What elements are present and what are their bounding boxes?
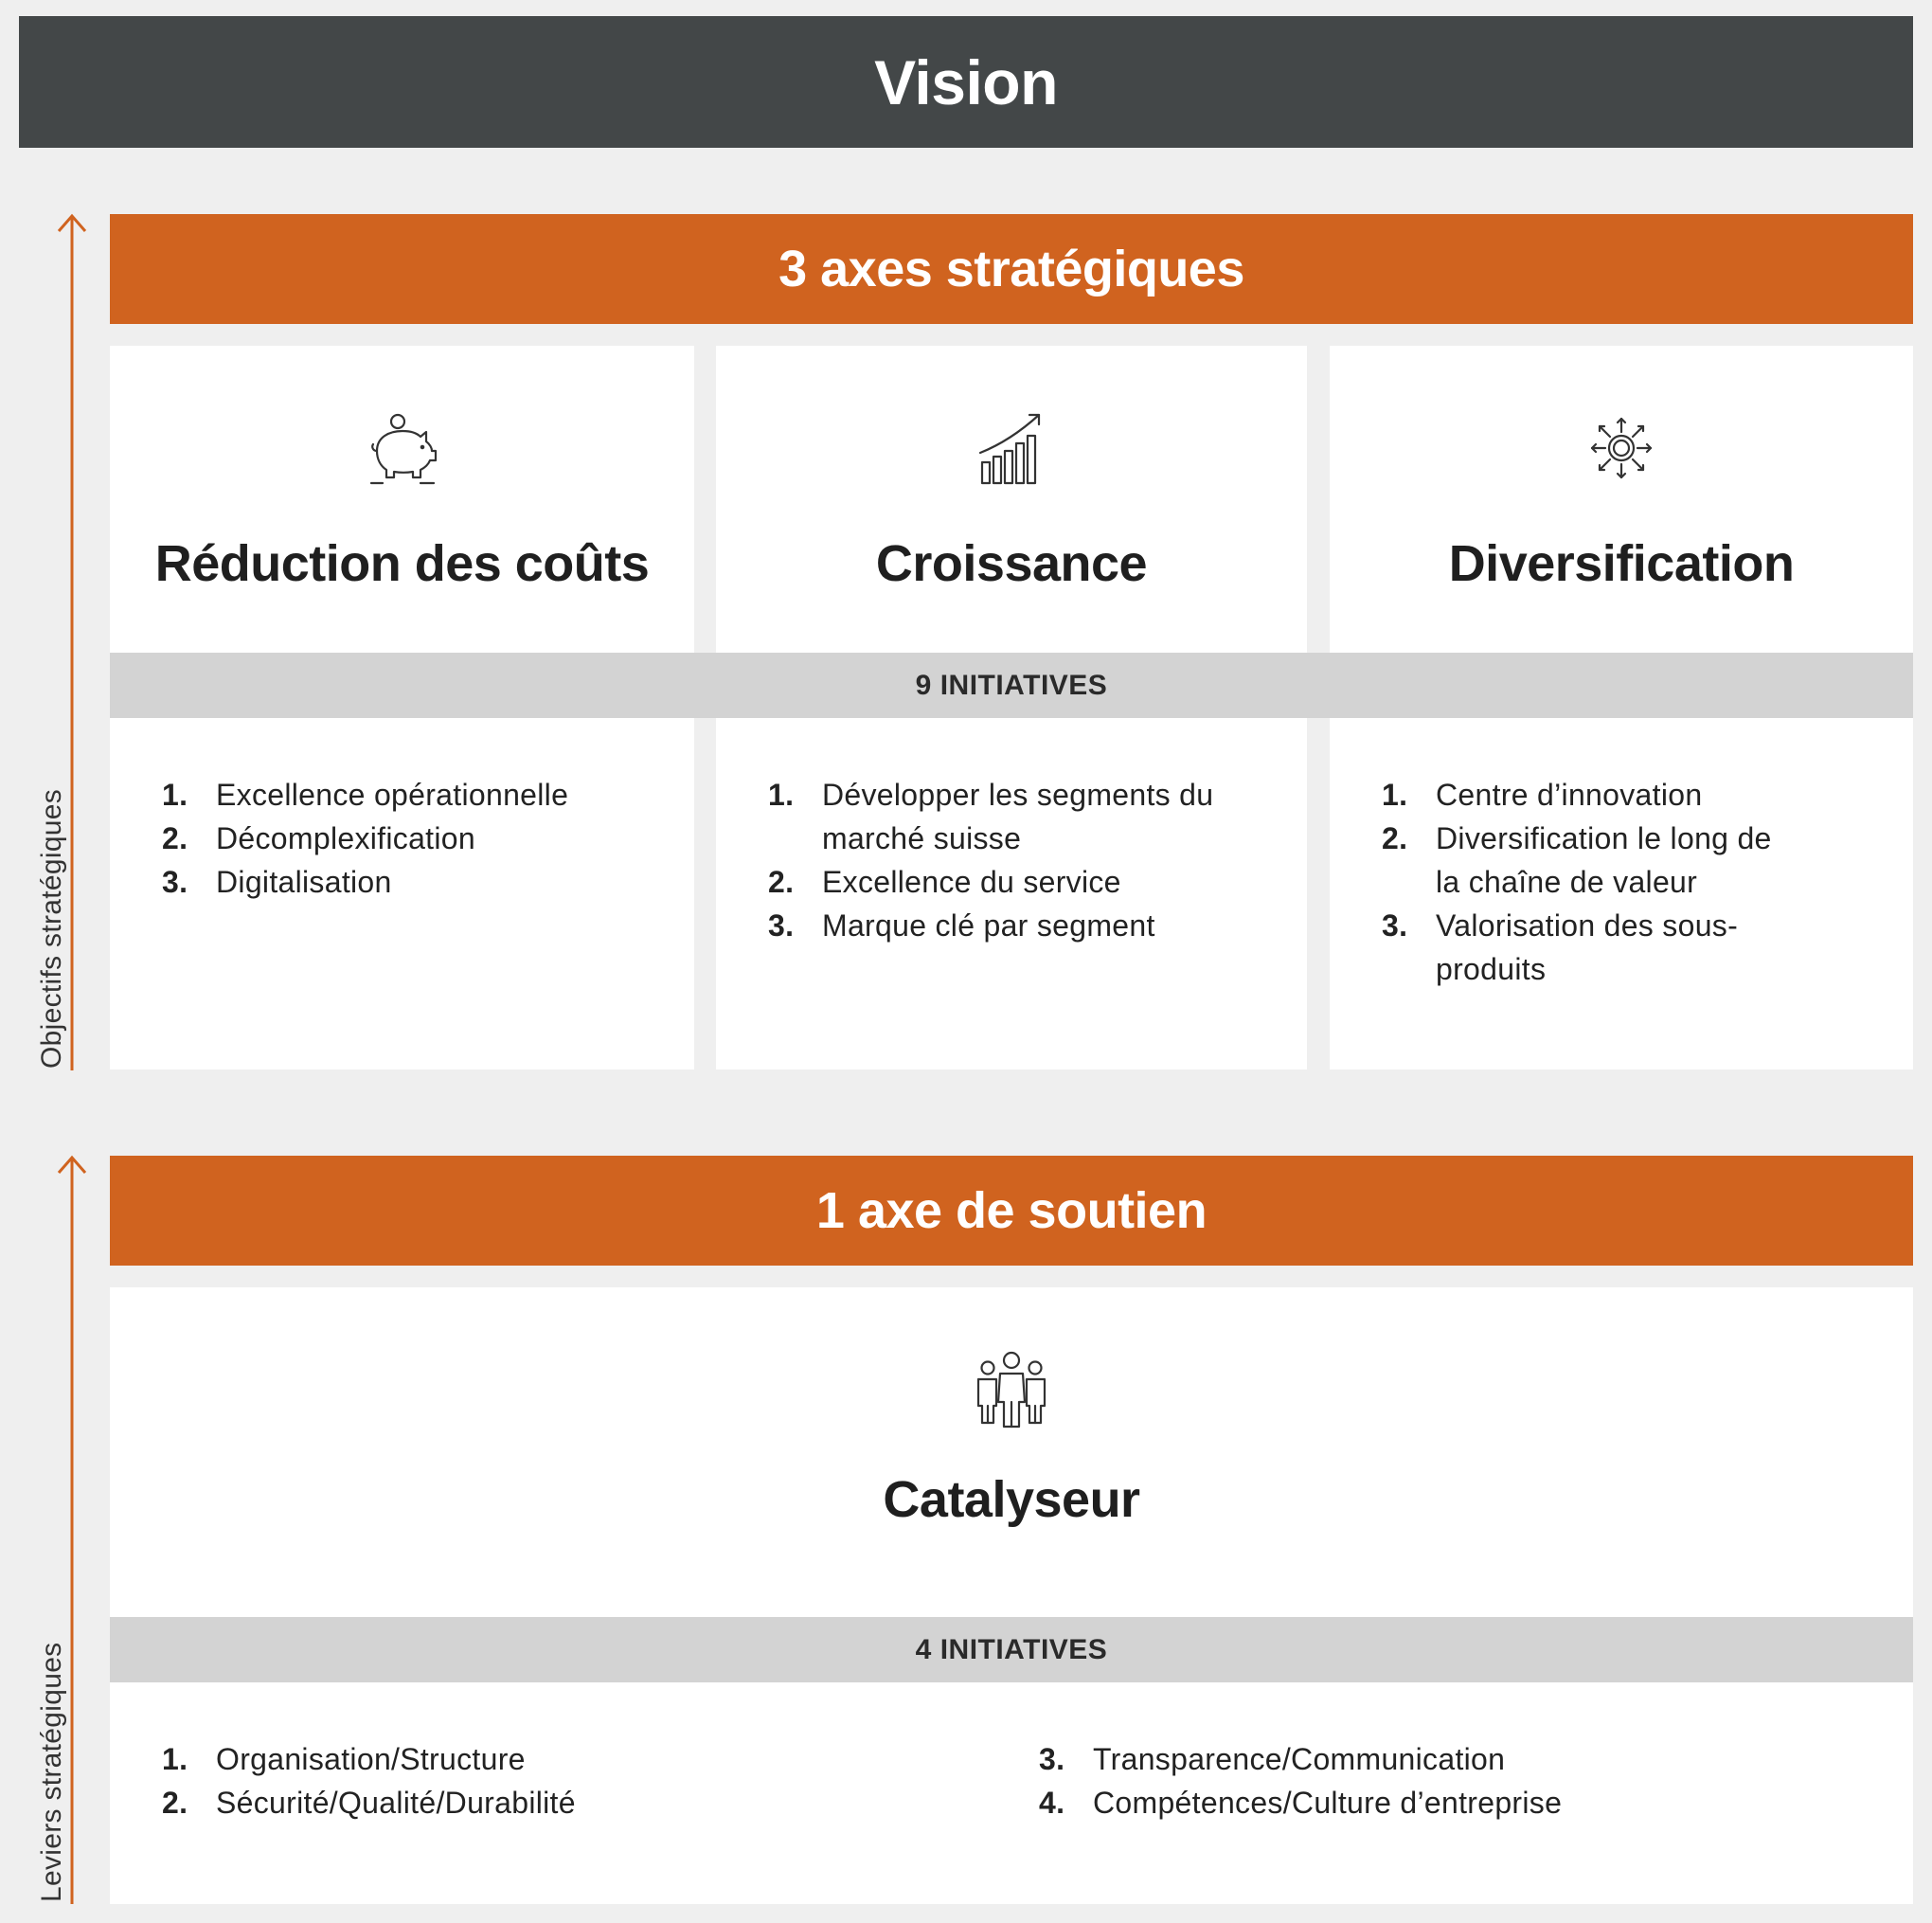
list-item: 1. Développer les segments du marché suisse xyxy=(768,778,1214,855)
initiatives-panel-catalyst xyxy=(110,1682,1913,1904)
initiatives-panel-diversification xyxy=(1330,718,1913,1069)
vision-title: Vision xyxy=(874,46,1058,117)
list-item: 3. Valorisation des sous-produits xyxy=(1382,908,1739,986)
initiatives-list xyxy=(1382,773,1789,991)
objectives-label: Objectifs stratégiques xyxy=(36,788,67,1069)
initiatives-list-right xyxy=(1039,1737,1702,1824)
axis-title: Croissance xyxy=(875,535,1148,592)
expand-arrows-icon xyxy=(1579,405,1664,491)
initiatives-band-support xyxy=(110,1617,1913,1682)
axis-card-cost-reduction xyxy=(110,346,694,653)
team-icon xyxy=(969,1347,1054,1432)
axis-card-growth xyxy=(716,346,1307,653)
growth-chart-icon xyxy=(969,405,1054,491)
list-item: 2. Sécurité/Qualité/Durabilité xyxy=(162,1786,576,1820)
strategic-axes-title: 3 axes stratégiques xyxy=(778,241,1244,297)
list-item: 3. Digitalisation xyxy=(162,865,392,899)
axis-card-diversification xyxy=(1330,346,1913,653)
list-item: 3. Marque clé par segment xyxy=(768,908,1155,943)
support-axis-header xyxy=(110,1156,1913,1266)
list-item: 1. Centre d’innovation xyxy=(1382,778,1703,812)
levers-label: Leviers stratégiques xyxy=(36,1642,67,1902)
axis-card-catalyst xyxy=(110,1287,1913,1617)
list-item: 2. Décomplexification xyxy=(162,821,475,855)
vision-banner xyxy=(19,16,1913,148)
initiatives-panel-growth xyxy=(716,718,1307,1069)
list-item: 1. Organisation/Structure xyxy=(162,1742,526,1776)
list-item: 4. Compétences/Culture d’entreprise xyxy=(1039,1786,1563,1820)
list-item: 1. Excellence opérationnelle xyxy=(162,778,569,812)
initiatives-band-strategic xyxy=(110,653,1913,718)
list-item: 2. Diversification le long de la chaîne de valeur xyxy=(1382,821,1772,899)
initiatives-list-left xyxy=(162,1737,825,1824)
axis-title: Diversification xyxy=(1448,535,1795,592)
list-item: 3. Transparence/Communication xyxy=(1039,1742,1506,1776)
initiatives-list xyxy=(768,773,1223,947)
initiatives-list xyxy=(162,773,579,904)
initiatives-panel-cost-reduction xyxy=(110,718,694,1069)
initiatives-count-label: 4 INITIATIVES xyxy=(915,1633,1108,1665)
piggy-bank-icon xyxy=(360,405,445,491)
support-axis-title: 1 axe de soutien xyxy=(815,1182,1208,1239)
axis-title: Catalyseur xyxy=(883,1471,1140,1528)
initiatives-count-label: 9 INITIATIVES xyxy=(915,669,1108,701)
list-item: 2. Excellence du service xyxy=(768,865,1121,899)
axis-title: Réduction des coûts xyxy=(154,535,650,592)
strategic-axes-header xyxy=(110,214,1913,324)
